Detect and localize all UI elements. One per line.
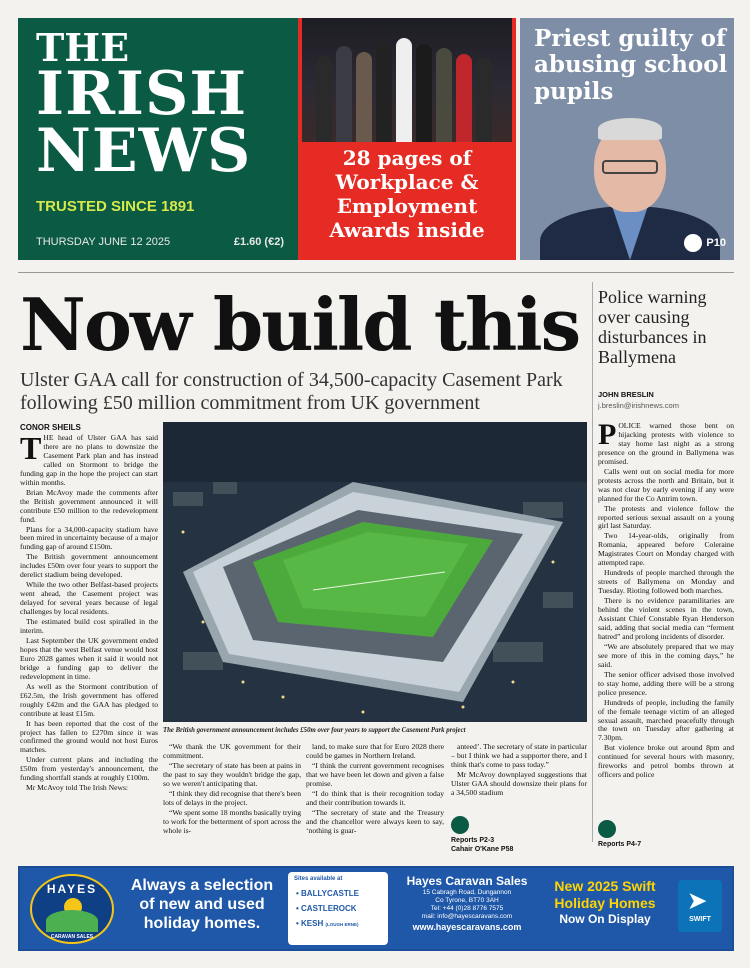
paragraph: Mr McAvoy downplayed suggestions that Ulster GAA should downsize their plans for a 34,500 stadium — [451, 769, 587, 797]
issue-date: THURSDAY JUNE 12 2025 — [36, 236, 171, 248]
paragraph: Hundreds of people, including the family of the female teenage victim of an alleged sexual assault, marched peacefully through the town on Tuesday after gathering at 7.30pm. — [598, 697, 734, 743]
title-news: NEWS — [36, 116, 252, 187]
awards-line-4: Awards inside — [329, 218, 485, 242]
main-byline: CONOR SHEILS — [20, 423, 81, 432]
masthead — [18, 18, 734, 260]
paragraph: Plans for a 34,000-capacity stadium have been mired in uncertainty because of a major funding gap of around £150m. — [20, 524, 158, 552]
paragraph: The British government announcement includes £50m over four years to support the derelict stadium being developed. — [20, 552, 158, 580]
issue-price: £1.60 (€2) — [233, 236, 284, 248]
swift-promo-line-1: New 2025 Swift — [554, 878, 656, 894]
hayes-logo — [30, 874, 114, 944]
columnist-ref: Cahair O'Kane P58 — [451, 845, 514, 853]
ad-locations — [288, 872, 388, 945]
swift-promo-line-3: Now On Display — [559, 911, 651, 926]
awards-line-3: Employment — [336, 194, 478, 218]
location-item: • CASTLEROCK — [296, 904, 357, 913]
drop-cap: T — [20, 434, 42, 466]
swift-logo-text: SWIFT — [689, 916, 711, 923]
hill-icon — [46, 910, 98, 932]
paragraph: But violence broke out around 8pm and continued for several hours with masonry, fireworks and petrol bombs thrown at officers and police — [598, 743, 734, 780]
paragraph: anteed’. The secretary of state in particular – but I think we had a supporter there, and I think that's come to pass today.” — [451, 743, 587, 769]
priest-headline: Priest guilty of abusing school pupils — [534, 25, 728, 105]
paragraph: “I think the current government recognises that we have been let down and given a false promise. — [306, 760, 444, 788]
awards-line-1: 28 pages of — [342, 146, 472, 170]
paragraph: As well as the Stormont contribution of £62.5m, the Irish government has offered roughly £42m and the GAA has pledged to contribute at least £15m. — [20, 681, 158, 718]
location-item: • KESH (LOUGH ERNE) — [296, 919, 359, 928]
awards-promo-text — [298, 146, 516, 242]
main-headline: Now build this — [20, 282, 580, 367]
side-headline: Police warning over causing disturbances in Ballymena — [598, 287, 707, 368]
location-item: • BALLYCASTLE — [296, 889, 359, 898]
paragraph: “We spent some 18 months basically trying to work for the betterment of sport across the whole is- — [163, 807, 301, 835]
paragraph: “We thank the UK government for their commitment. — [163, 743, 301, 760]
trusted-tagline: TRUSTED SINCE 1891 — [36, 198, 195, 215]
page-ref-dot-icon — [598, 820, 616, 838]
ad-telephone: Tel: +44 (0)28 8776 7575 — [430, 905, 504, 913]
main-story-page-refs[interactable] — [451, 816, 513, 855]
divider — [18, 272, 734, 273]
swift-logo — [678, 880, 722, 932]
hayes-logo-sub: CARAVAN SALES — [50, 934, 94, 940]
paragraph: It has been reported that the cost of the project has fallen to £270m since it was confirmed the ground would not host Euros matches. — [20, 718, 158, 755]
side-byline: JOHN BRESLIN — [598, 390, 654, 399]
paragraph: Two 14-year-olds, originally from Romania, appeared before Coleraine Magistrates Court on Monday charged with attempted rape. — [598, 531, 734, 568]
paragraph: The protests and violence follow the reported serious sexual assault on a young girl last Saturday. — [598, 503, 734, 531]
paragraph: “The secretary of state has been at pains in the past to say they wouldn't bridge the gap, so we weren't anticipating that. — [163, 760, 301, 788]
side-story-page-ref[interactable] — [598, 820, 641, 850]
ad-company: Hayes Caravan Sales — [406, 874, 528, 888]
main-story-column-3 — [306, 743, 444, 853]
main-story-body — [20, 434, 158, 850]
main-subhead: Ulster GAA call for construction of 34,500-capacity Casement Park following £50 million commitment from UK government — [20, 369, 563, 414]
priest-page-ref — [684, 234, 726, 252]
hayes-logo-name: HAYES — [46, 882, 98, 896]
paragraph: The senior officer advised those involved to stay home, adding there will be a strong police presence. — [598, 669, 734, 697]
locations-header: Sites available at — [294, 876, 343, 882]
paragraph: Under current plans and including the £50m from yesterday's announcement, the funding shortfall stands at roughly £100m. — [20, 755, 158, 783]
newspaper-title — [36, 25, 252, 187]
paragraph: The estimated build cost spiralled in the interim. — [20, 617, 158, 636]
side-byline-email: j.breslin@irishnews.com — [598, 401, 679, 410]
paragraph: “I think they did recognise that there's been lots of delays in the project. — [163, 788, 301, 807]
paragraph: “I do think that is their recognition today and their contribution towards it. — [306, 788, 444, 807]
paragraph: Brian McAvoy made the comments after the British government announced it will contribute £50 million to the redevelopment fund. — [20, 487, 158, 524]
ad-address-2: Co Tyrone, BT70 3AH — [435, 897, 499, 905]
priest-promo[interactable] — [520, 18, 734, 260]
awards-line-2: Workplace & — [335, 170, 479, 194]
paragraph: “The secretary of state and the Treasury and the chancellor were always keen to say, ‘nothing is guar- — [306, 807, 444, 835]
paragraph: land, to make sure that for Euro 2028 there could be games in Northern Ireland. — [306, 743, 444, 760]
side-story-body — [598, 422, 734, 842]
paragraph: Mr McAvoy told The Irish News: — [26, 783, 129, 793]
priest-page-number: P10 — [706, 237, 726, 249]
page-dot-icon — [684, 234, 702, 252]
drop-cap: P — [598, 422, 617, 451]
paragraph: Hundreds of people marched through the streets of Ballymena on Monday and Tuesday. Rioting followed both marches. — [598, 568, 734, 596]
hayes-caravans-ad[interactable] — [18, 866, 734, 951]
ad-swift-promo — [540, 878, 670, 926]
column-divider — [592, 282, 593, 842]
side-lead-paragraph: POLICE warned those bent on hijacking protests with violence to stay home last night as a strong presence on the ground in Ballymena was promised. — [598, 422, 734, 466]
reports-ref: Reports P4-7 — [598, 841, 642, 848]
masthead-brand — [18, 18, 298, 260]
page-ref-dot-icon — [451, 816, 469, 834]
main-story-column-2 — [163, 743, 301, 853]
ad-website-link[interactable]: www.hayescaravans.com — [412, 921, 522, 932]
reports-ref: Reports P2-3 — [451, 837, 495, 844]
ad-contact — [392, 874, 542, 933]
awards-promo[interactable] — [298, 18, 516, 260]
paragraph: There is no evidence paramilitaries are behind the violent scenes in the town, Assistant Chief Constable Ryan Henderson said, adding that social media can “ferment hatred” and prolong incidents of disorder. — [598, 596, 734, 641]
awards-photo — [302, 18, 512, 142]
glasses-icon — [602, 160, 658, 174]
swift-bird-icon: ➤ — [688, 888, 707, 913]
ad-email: mail: info@hayescaravans.com — [421, 913, 513, 921]
ad-address-1: 15 Cabragh Road, Dungannon — [422, 889, 512, 896]
paragraph: Calls went out on social media for more protests across the north and Britain, but it was not clear by early evening if any were planned for the Co Antrim town. — [598, 466, 734, 503]
title-irish: IRISH — [36, 59, 248, 130]
title-the: THE — [36, 25, 130, 70]
main-lead-paragraph: THE head of Ulster GAA has said there are no plans to downsize the Casement Park plan and has instead called on Stormont to bridge the funding gap in the hope the project can start within months. — [20, 434, 158, 487]
main-story-column-4 — [451, 743, 587, 818]
stadium-photo — [163, 422, 587, 722]
swift-promo-line-2: Holiday Homes — [554, 894, 656, 911]
paragraph: While the two other Belfast-based projects went ahead, the Casement project was delayed for several years because of legal challenges by local residents. — [20, 580, 158, 617]
ad-tagline: Always a selection of new and used holiday homes. — [130, 877, 274, 933]
photo-caption: The British government announcement includes £50m over four years to support the Casement Park project — [163, 727, 466, 734]
paragraph: Last September the UK government ended hopes that the west Belfast venue would host Euro 2028 games when it said it would not bridge a funding gap to deliver the redevelopment in time. — [20, 635, 158, 681]
paragraph: “We are absolutely prepared that we may see more of this in the coming days,” he said. — [598, 641, 734, 669]
